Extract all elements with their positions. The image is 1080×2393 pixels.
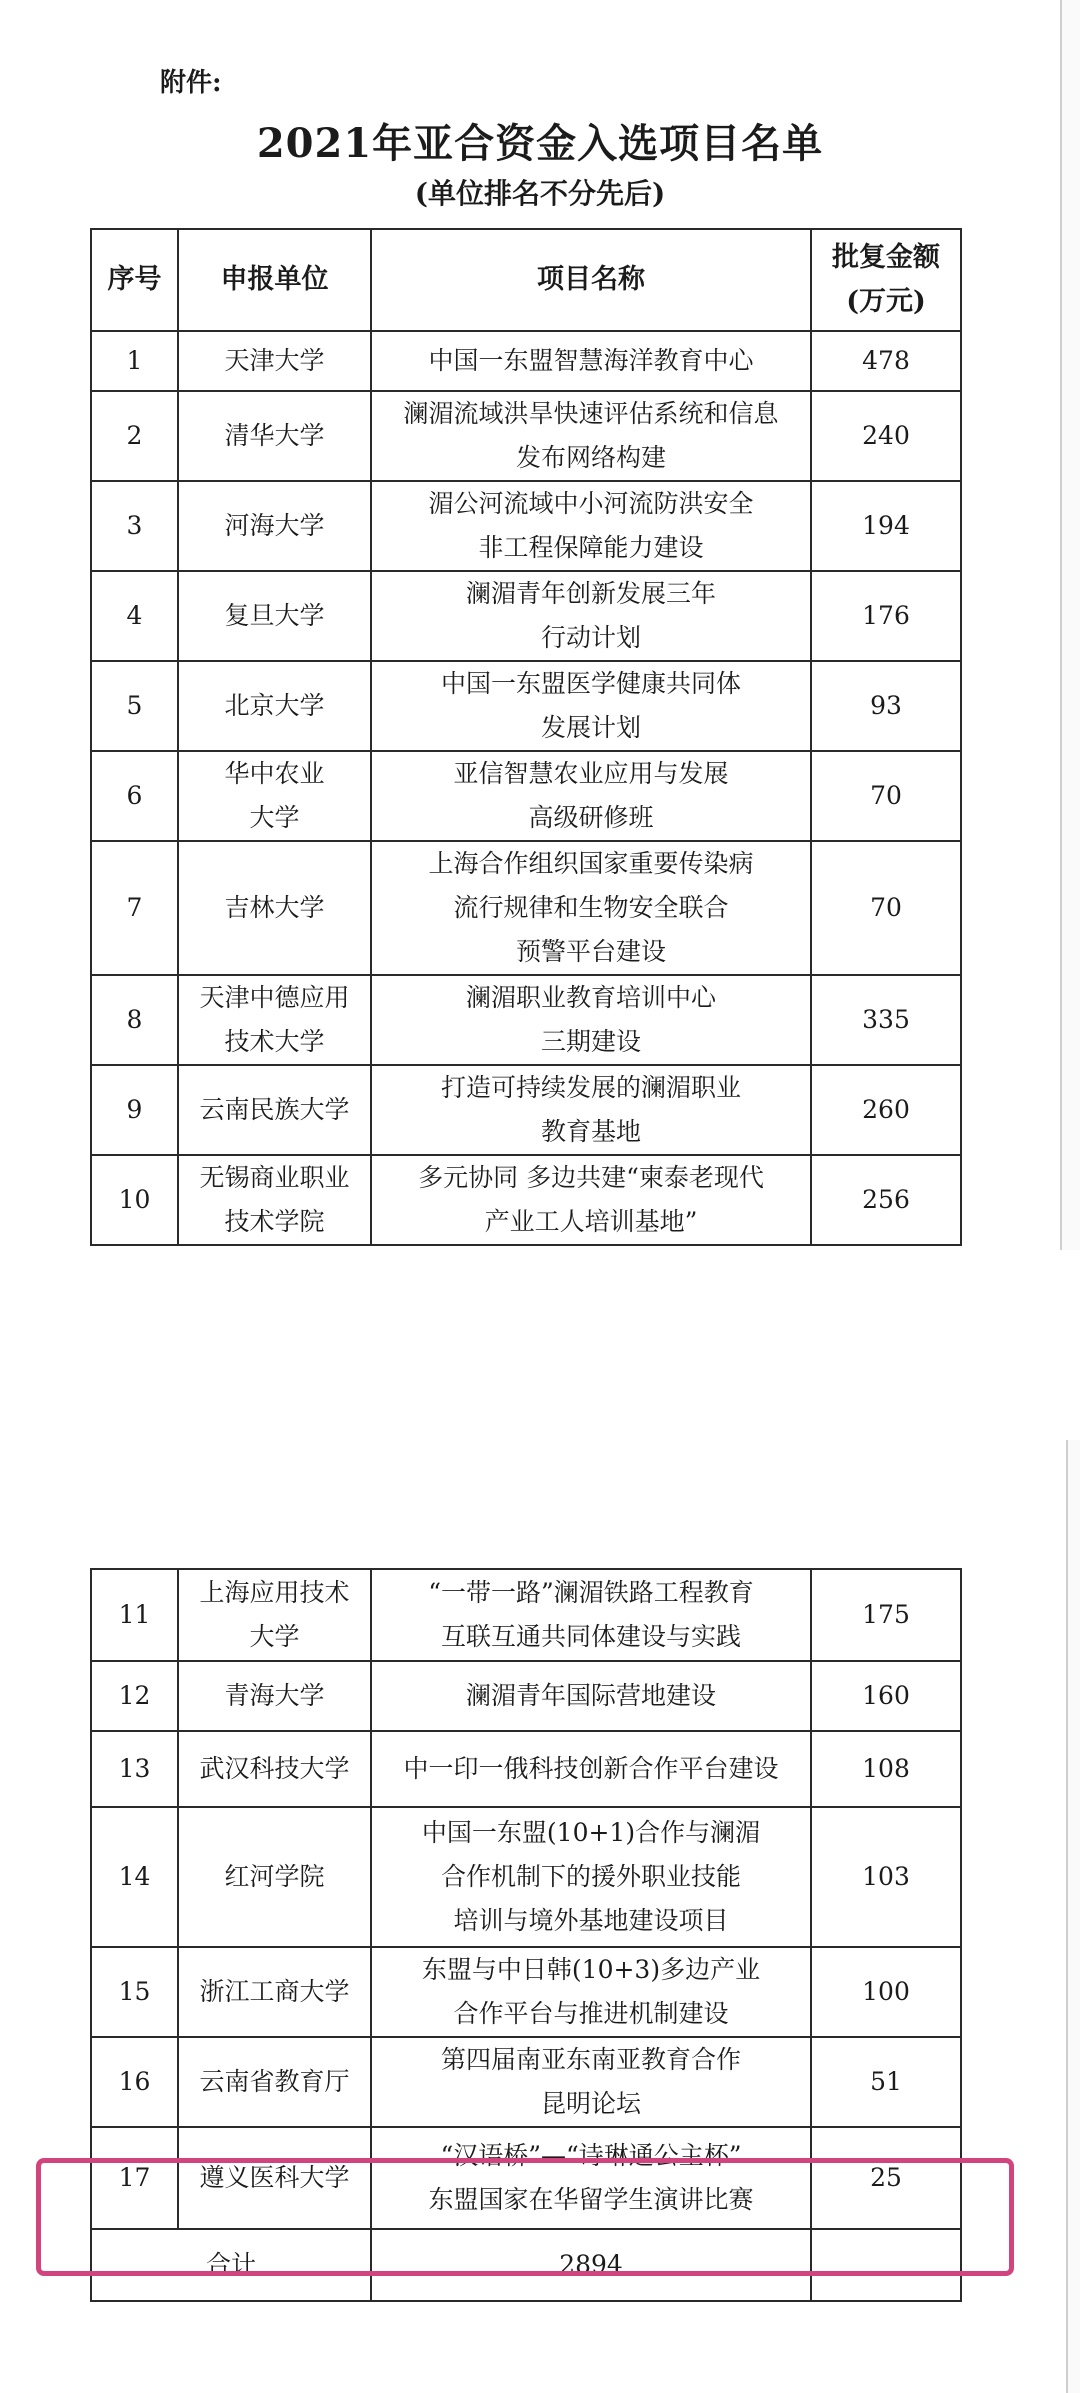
row-amount: 240 (811, 391, 961, 481)
table-row (91, 1065, 961, 1155)
document-title: 2021年亚合资金入选项目名单 (256, 120, 824, 167)
row-project (371, 1807, 811, 1947)
row-amount: 51 (811, 2037, 961, 2127)
row-project (371, 975, 811, 1065)
row-unit (178, 841, 371, 975)
document-subtitle: (单位排名不分先后) (414, 177, 666, 210)
table-row (91, 391, 961, 481)
table-row (91, 571, 961, 661)
row-index: 10 (91, 1155, 178, 1245)
row-index: 2 (91, 391, 178, 481)
row-project-line: 东盟国家在华留学生演讲比赛 (428, 2185, 754, 2214)
row-project (371, 481, 811, 571)
row-index: 5 (91, 661, 178, 751)
row-project-line: 澜湄青年国际营地建设 (465, 1681, 716, 1710)
row-project-line: “一带一路”澜湄铁路工程教育 (428, 1578, 754, 1607)
row-project-line: 高级研修班 (528, 803, 654, 832)
row-index: 13 (91, 1731, 178, 1807)
row-index: 14 (91, 1807, 178, 1947)
row-index: 6 (91, 751, 178, 841)
row-unit (178, 1661, 371, 1731)
row-unit (178, 481, 371, 571)
row-index: 11 (91, 1569, 178, 1661)
row-unit-line: 天津中德应用 (199, 983, 350, 1012)
row-unit (178, 391, 371, 481)
row-project-line: 亚信智慧农业应用与发展 (453, 759, 729, 788)
table-row (91, 1569, 961, 1661)
row-unit (178, 1569, 371, 1661)
row-index: 4 (91, 571, 178, 661)
highlight-box (36, 2158, 1014, 2276)
table-row (91, 481, 961, 571)
row-project-line: 中国一东盟医学健康共同体 (440, 669, 741, 698)
row-project-line: “汉语桥”—“诗琳通公主杯” (440, 2141, 742, 2170)
row-project-line: 澜湄职业教育培训中心 (465, 983, 716, 1012)
row-project (371, 1661, 811, 1731)
page-edge (1066, 1440, 1080, 2393)
row-project-line: 澜湄流域洪旱快速评估系统和信息 (403, 399, 779, 428)
row-unit (178, 571, 371, 661)
table-row (91, 1661, 961, 1731)
row-project-line: 湄公河流域中小河流防洪安全 (428, 489, 754, 518)
row-project-line: 非工程保障能力建设 (478, 533, 704, 562)
row-project (371, 1569, 811, 1661)
row-unit-line: 技术学院 (224, 1207, 325, 1236)
table-row (91, 1155, 961, 1245)
col-header-unit: 申报单位 (178, 229, 371, 331)
row-amount: 256 (811, 1155, 961, 1245)
row-amount: 108 (811, 1731, 961, 1807)
row-amount: 194 (811, 481, 961, 571)
row-project-line: 昆明论坛 (540, 2089, 641, 2118)
table-row (91, 1731, 961, 1807)
row-project-line: 中一印一俄科技创新合作平台建设 (403, 1754, 779, 1783)
row-index: 3 (91, 481, 178, 571)
row-project (371, 661, 811, 751)
row-unit-line: 云南省教育厅 (199, 2067, 350, 2096)
row-unit (178, 1807, 371, 1947)
row-unit (178, 2037, 371, 2127)
row-project (371, 841, 811, 975)
row-project (371, 331, 811, 391)
table-row (91, 661, 961, 751)
row-project-line: 东盟与中日韩(10+3)多边产业 (421, 1955, 761, 1984)
row-project-line: 多元协同 多边共建“柬泰老现代 (418, 1163, 764, 1192)
row-unit (178, 1731, 371, 1807)
col-header-amount (811, 229, 961, 331)
row-unit (178, 751, 371, 841)
row-project-line: 合作机制下的援外职业技能 (440, 1862, 741, 1891)
row-unit-line: 青海大学 (224, 1681, 325, 1710)
row-amount: 478 (811, 331, 961, 391)
row-index: 16 (91, 2037, 178, 2127)
row-project-line: 第四届南亚东南亚教育合作 (440, 2045, 741, 2074)
row-unit (178, 331, 371, 391)
row-project (371, 751, 811, 841)
row-project (371, 2037, 811, 2127)
row-project-line: 互联互通共同体建设与实践 (440, 1622, 741, 1651)
row-amount: 70 (811, 751, 961, 841)
table-row (91, 331, 961, 391)
row-amount: 175 (811, 1569, 961, 1661)
row-index: 7 (91, 841, 178, 975)
row-amount: 103 (811, 1807, 961, 1947)
row-unit-line: 上海应用技术 (199, 1578, 350, 1607)
row-project-line: 教育基地 (540, 1117, 641, 1146)
row-project-line: 流行规律和生物安全联合 (453, 893, 729, 922)
row-project-line: 行动计划 (540, 623, 641, 652)
total-label: 合计 (91, 2229, 371, 2301)
row-project-line: 预警平台建设 (515, 937, 666, 966)
row-unit-line: 遵义医科大学 (199, 2163, 350, 2192)
row-unit (178, 1155, 371, 1245)
row-project (371, 571, 811, 661)
row-unit-line: 技术大学 (224, 1027, 325, 1056)
row-project-line: 发展计划 (540, 713, 641, 742)
row-amount: 100 (811, 1947, 961, 2037)
row-unit (178, 975, 371, 1065)
col-header-amount-line1: 批复金额 (832, 242, 940, 273)
row-amount: 93 (811, 661, 961, 751)
col-header-amount-line2: (万元) (846, 286, 926, 317)
row-unit-line: 复旦大学 (224, 601, 325, 630)
col-header-project: 项目名称 (371, 229, 811, 331)
table-row (91, 1807, 961, 1947)
table-header-row (91, 229, 961, 331)
row-unit-line: 清华大学 (224, 421, 325, 450)
row-project-line: 合作平台与推进机制建设 (453, 1999, 729, 2028)
row-index: 17 (91, 2127, 178, 2229)
row-project (371, 1947, 811, 2037)
row-index: 15 (91, 1947, 178, 2037)
row-amount: 70 (811, 841, 961, 975)
total-value: 2894 (371, 2229, 811, 2301)
row-unit-line: 浙江工商大学 (199, 1977, 350, 2006)
row-project-line: 发布网络构建 (515, 443, 666, 472)
row-unit-line: 大学 (249, 803, 300, 832)
row-project-line: 产业工人培训基地” (484, 1207, 698, 1236)
row-unit (178, 1065, 371, 1155)
row-project-line: 打造可持续发展的澜湄职业 (440, 1073, 741, 1102)
row-amount: 25 (811, 2127, 961, 2229)
row-project-line: 中国一东盟(10+1)合作与澜湄 (421, 1818, 761, 1847)
row-project-line: 培训与境外基地建设项目 (453, 1906, 729, 1935)
row-unit-line: 大学 (249, 1622, 300, 1651)
table-row (91, 1947, 961, 2037)
row-unit-line: 天津大学 (224, 346, 325, 375)
table-row (91, 841, 961, 975)
row-index: 12 (91, 1661, 178, 1731)
row-unit-line: 北京大学 (224, 691, 325, 720)
row-unit-line: 无锡商业职业 (199, 1163, 350, 1192)
project-table-page1 (90, 228, 962, 1246)
row-project (371, 1065, 811, 1155)
table-row (91, 751, 961, 841)
row-unit-line: 武汉科技大学 (199, 1754, 350, 1783)
row-unit-line: 华中农业 (224, 759, 325, 788)
row-project (371, 1731, 811, 1807)
row-amount: 160 (811, 1661, 961, 1731)
row-unit-line: 河海大学 (224, 511, 325, 540)
table-row (91, 975, 961, 1065)
row-index: 9 (91, 1065, 178, 1155)
row-index: 1 (91, 331, 178, 391)
row-unit-line: 红河学院 (224, 1862, 325, 1891)
row-unit-line: 云南民族大学 (199, 1095, 350, 1124)
row-project-line: 澜湄青年创新发展三年 (465, 579, 716, 608)
row-index: 8 (91, 975, 178, 1065)
row-project (371, 391, 811, 481)
row-amount: 176 (811, 571, 961, 661)
row-amount: 260 (811, 1065, 961, 1155)
row-unit (178, 1947, 371, 2037)
row-unit-line: 吉林大学 (224, 893, 325, 922)
row-project-line: 上海合作组织国家重要传染病 (428, 849, 754, 878)
row-project-line: 中国一东盟智慧海洋教育中心 (428, 346, 754, 375)
row-project-line: 三期建设 (540, 1027, 641, 1056)
row-unit (178, 661, 371, 751)
row-amount: 335 (811, 975, 961, 1065)
col-header-index: 序号 (91, 229, 178, 331)
table-row (91, 2037, 961, 2127)
attachment-label: 附件: (160, 68, 222, 98)
row-project (371, 1155, 811, 1245)
